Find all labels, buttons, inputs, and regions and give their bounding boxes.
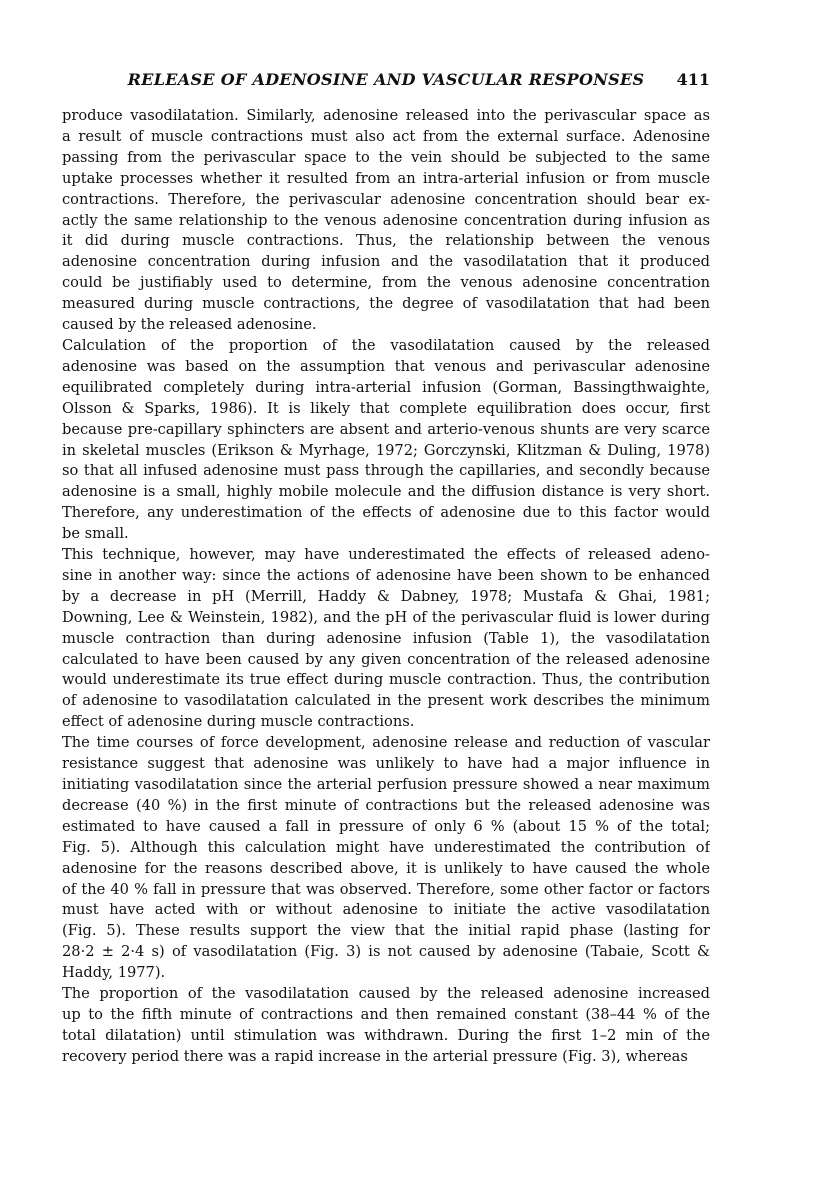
text-line: be small. bbox=[62, 525, 129, 543]
text-line: Downing, Lee & Weinstein, 1982), and the pH of the perivascular fluid is lower during bbox=[62, 608, 710, 626]
text-line: The time courses of force development, adenosine release and reduction of vascular bbox=[62, 734, 710, 752]
text-line: recovery period there was a rapid increase in the arterial pressure (Fig. 3), whereas bbox=[62, 1047, 688, 1065]
text-line: a result of muscle contractions must also act from the external surface. Adenosine bbox=[62, 127, 710, 145]
text-line: initiating vasodilatation since the arterial perfusion pressure showed a near maximum bbox=[62, 776, 710, 793]
text-line: so that all infused adenosine must pass through the capillaries, and secondly because bbox=[62, 462, 710, 480]
page-number: 411 bbox=[676, 70, 710, 89]
article-body bbox=[62, 106, 710, 1068]
text-line: 28·2 ± 2·4 s) of vasodilatation (Fig. 3) is not caused by adenosine (Tabaie, Scott & bbox=[62, 943, 710, 961]
text-line: effect of adenosine during muscle contractions. bbox=[62, 713, 415, 731]
text-line: because pre-capillary sphincters are absent and arterio-venous shunts are very scarce bbox=[62, 420, 710, 438]
text-line: adenosine was based on the assumption that venous and perivascular adenosine bbox=[62, 357, 710, 375]
paragraph bbox=[62, 336, 710, 545]
text-line: would underestimate its true effect during muscle contraction. Thus, the contribution bbox=[62, 671, 710, 689]
text-line: could be justifiably used to determine, from the venous adenosine concentration bbox=[62, 274, 710, 292]
text-line: must have acted with or without adenosine to initiate the active vasodilatation bbox=[62, 901, 710, 919]
text-line: it did during muscle contractions. Thus, the relationship between the venous bbox=[62, 232, 710, 250]
text-line: measured during muscle contractions, the degree of vasodilatation that had been bbox=[62, 295, 710, 313]
text-line: adenosine concentration during infusion and the vasodilatation that it produced bbox=[62, 253, 710, 271]
page-header bbox=[62, 70, 710, 96]
text-line: produce vasodilatation. Similarly, adenosine released into the perivascular space as bbox=[62, 107, 710, 124]
text-line: caused by the released adenosine. bbox=[62, 316, 317, 334]
text-line: in skeletal muscles (Erikson & Myrhage, 1972; Gorczynski, Klitzman & Duling, 1978) bbox=[62, 441, 710, 459]
text-line: contractions. Therefore, the perivascular adenosine concentration should bear ex- bbox=[62, 190, 710, 208]
text-line: adenosine for the reasons described above, it is unlikely to have caused the whole bbox=[62, 859, 710, 877]
paragraph bbox=[62, 984, 710, 1068]
paragraph bbox=[62, 106, 710, 336]
text-line: (Fig. 5). These results support the view that the initial rapid phase (lasting for bbox=[62, 922, 710, 940]
text-line: equilibrated completely during intra-arterial infusion (Gorman, Bassingthwaighte, bbox=[62, 378, 710, 396]
text-line: total dilatation) until stimulation was withdrawn. During the first 1–2 min of the bbox=[62, 1026, 710, 1044]
text-line: of adenosine to vasodilatation calculated in the present work describes the minimum bbox=[62, 692, 710, 710]
text-line: decrease (40 %) in the first minute of contractions but the released adenosine was bbox=[62, 796, 710, 814]
text-line: by a decrease in pH (Merrill, Haddy & Dabney, 1978; Mustafa & Ghai, 1981; bbox=[62, 587, 710, 605]
text-line: up to the fifth minute of contractions and then remained constant (38–44 % of the bbox=[62, 1005, 710, 1023]
paragraph bbox=[62, 545, 710, 733]
text-line: Fig. 5). Although this calculation might have underestimated the contribution of bbox=[62, 838, 710, 856]
text-line: adenosine is a small, highly mobile molecule and the diffusion distance is very short. bbox=[62, 483, 710, 501]
text-line: calculated to have been caused by any given concentration of the released adenosine bbox=[62, 650, 710, 668]
text-line: sine in another way: since the actions of adenosine have been shown to be enhanced bbox=[62, 566, 710, 584]
text-line: uptake processes whether it resulted from an intra-arterial infusion or from muscle bbox=[62, 169, 710, 187]
text-line: estimated to have caused a fall in pressure of only 6 % (about 15 % of the total; bbox=[62, 817, 710, 835]
text-line: of the 40 % fall in pressure that was observed. Therefore, some other factor or factors bbox=[62, 880, 710, 898]
text-line: Haddy, 1977). bbox=[62, 964, 166, 982]
text-line: Olsson & Sparks, 1986). It is likely that complete equilibration does occur, first bbox=[62, 399, 710, 417]
text-line: The proportion of the vasodilatation caused by the released adenosine increased bbox=[62, 985, 710, 1003]
text-line: Calculation of the proportion of the vasodilatation caused by the released bbox=[62, 336, 710, 354]
text-line: muscle contraction than during adenosine infusion (Table 1), the vasodilatation bbox=[62, 629, 710, 647]
text-line: passing from the perivascular space to the vein should be subjected to the same bbox=[62, 148, 710, 166]
text-line: resistance suggest that adenosine was unlikely to have had a major influence in bbox=[62, 755, 710, 773]
text-line: actly the same relationship to the venous adenosine concentration during infusion as bbox=[62, 211, 710, 229]
paragraph bbox=[62, 733, 710, 984]
text-line: This technique, however, may have underestimated the effects of released adeno- bbox=[62, 546, 710, 564]
text-line: Therefore, any underestimation of the effects of adenosine due to this factor would bbox=[62, 504, 710, 522]
running-title: RELEASE OF ADENOSINE AND VASCULAR RESPONSES bbox=[127, 70, 645, 89]
